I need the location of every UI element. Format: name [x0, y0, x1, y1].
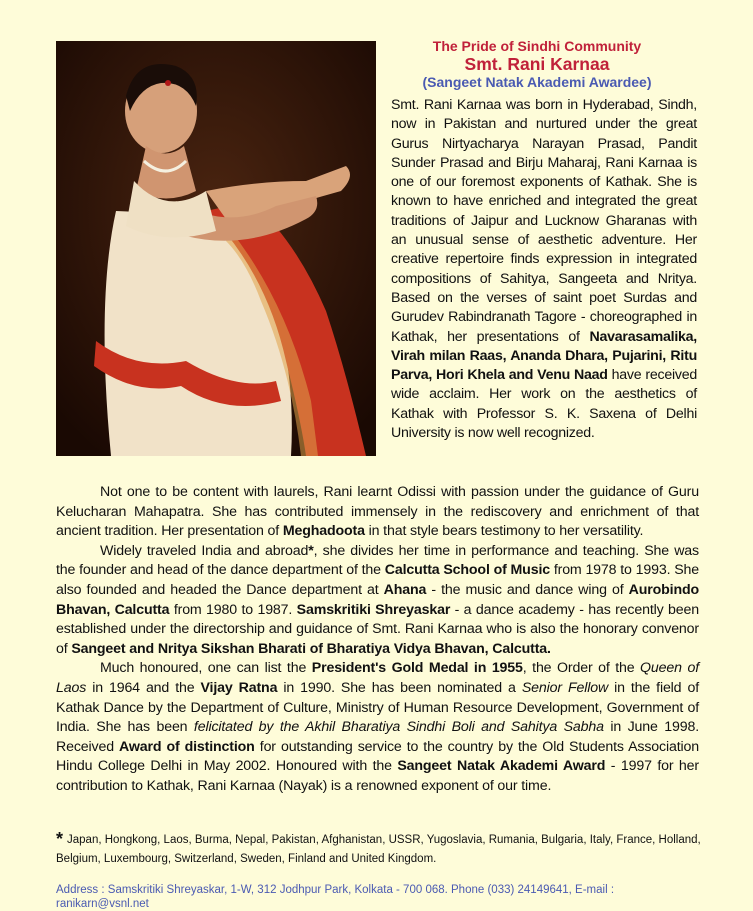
text-span: , the Order of the: [522, 660, 641, 677]
text-span: , she divides her time in performance and teaching. She was the founder and head of the dance department of the: [56, 542, 699, 579]
meghadoota-bold: Meghadoota: [282, 523, 365, 540]
text-span: - 1997 for her contribution to Kathak, Rani Karnaa (Nayak) is a renowned exponent of our time.: [56, 758, 699, 794]
text-span: Widely traveled India and abroad: [100, 542, 309, 559]
text-span: in 1964 and the: [86, 679, 201, 696]
calcutta-school-bold: Calcutta School of Music: [384, 562, 550, 579]
samskritiki-bold: Samskritiki Shreyaskar: [296, 601, 451, 618]
felicitated-italic: felicitated by the Akhil Bharatiya Sindhi Boli and Sahitya Sabha: [193, 719, 604, 736]
footnote-marker: *: [308, 542, 314, 559]
bhavan-bold: Sangeet and Nritya Sikshan Bharati of Bharatiya Vidya Bhavan, Calcutta.: [71, 640, 551, 657]
countries-list: Japan, Hongkong, Laos, Burma, Nepal, Pakistan, Afghanistan, USSR, Yugoslavia, Rumania, Bulgaria, Italy, France, Holland, Belgium, Luxembourg, Switzerland, Sweden, Finland and United Kingdom.: [56, 834, 701, 865]
intro-text-2: have received wide acclaim. Her work on the aesthetics of Kathak with Professor S. K. Saxena of Delhi University is now well recognized.: [391, 367, 697, 442]
career-paragraph: [56, 542, 699, 660]
text-span: Much honoured, one can list the: [100, 660, 312, 677]
text-span: - a dance academy - has recently been established under the directorship and guidance of Smt. Rani Karnaa who is also the honorary convenor of: [56, 601, 699, 657]
text-span: in June 1998. Received: [56, 719, 699, 755]
dancer-portrait-icon: [56, 41, 376, 456]
text-span: from 1980 to 1987.: [169, 601, 297, 618]
award-distinction-bold: Award of distinction: [119, 738, 255, 755]
queen-of-laos-italic: Queen of Laos: [56, 660, 700, 696]
intro-text-1: Smt. Rani Karnaa was born in Hyderabad, Sindh, now in Pakistan and nurtured under the great Gurus Nirtyacharya Narayan Prasad, Pandit Sunder Prasad and Birju Maharaj, Rani Karnaa is one of our foremost exponents of Kathak. She is known to have enriched and integrated the great traditions of Jaipur and Lucknow Gharanas with an unusual sense of aesthetic adventure. Her creative repertoire finds expression in integrated compositions of Sahitya, Sangeeta and Nritya. Based on the verses of saint poet Surdas and Gurudev Rabindranath Tagore - choreographed in Kathak, her presentations of: [391, 97, 697, 345]
biography-body: [56, 483, 699, 797]
community-heading: The Pride of Sindhi Community: [432, 38, 642, 54]
honours-paragraph: [56, 659, 699, 796]
artist-name-heading: Smt. Rani Karnaa: [464, 54, 610, 74]
title-block: [388, 38, 686, 91]
ahana-bold: Ahana: [383, 581, 427, 598]
contact-address: Address : Samskritiki Shreyaskar, 1-W, 312 Jodhpur Park, Kolkata - 700 068. Phone (033) 24149641, E-mail : ranikarn@vsnl.net: [56, 884, 615, 910]
text-span: in 1990. She has been nominated a: [277, 679, 522, 696]
works-list: Navarasamalika, Virah milan Raas, Ananda Dhara, Pujarini, Ritu Parva, Hori Khela and Venu Naad: [391, 328, 697, 384]
text-span: in the field of Kathak Dance by the Department of Culture, Ministry of Human Resource Development, Government of India. She has been: [56, 679, 699, 736]
award-subtitle: (Sangeet Natak Akademi Awardee): [422, 74, 652, 90]
vijay-ratna-bold: Vijay Ratna: [200, 679, 278, 696]
gold-medal-bold: President's Gold Medal in 1955: [311, 660, 523, 677]
sangeet-award-bold: Sangeet Natak Akademi Award: [397, 758, 606, 775]
aurobindo-bold: Aurobindo Bhavan, Calcutta: [56, 581, 699, 618]
dancer-photo: [56, 41, 376, 456]
text-span: for outstanding service to the country by the Old Students Association Hindu College Delhi in May 2002. Honoured with the: [56, 738, 699, 775]
text-span: from 1978 to 1993. She also founded and headed the Dance department at: [56, 562, 700, 598]
text-span: Not one to be content with laurels, Rani learnt Odissi with passion under the guidance of Guru Kelucharan Mahapatra. She has contributed immensely in the rediscovery and enrichment of that ancient tradition. Her presentation of: [56, 484, 699, 540]
footnote: [56, 830, 706, 869]
odissi-paragraph: [56, 483, 699, 542]
text-span: - the music and dance wing of: [426, 581, 629, 598]
footnote-star: *: [56, 829, 64, 849]
intro-paragraph: [391, 96, 697, 443]
senior-fellow-italic: Senior Fellow: [521, 679, 609, 696]
text-span: in that style bears testimony to her versatility.: [364, 523, 644, 540]
